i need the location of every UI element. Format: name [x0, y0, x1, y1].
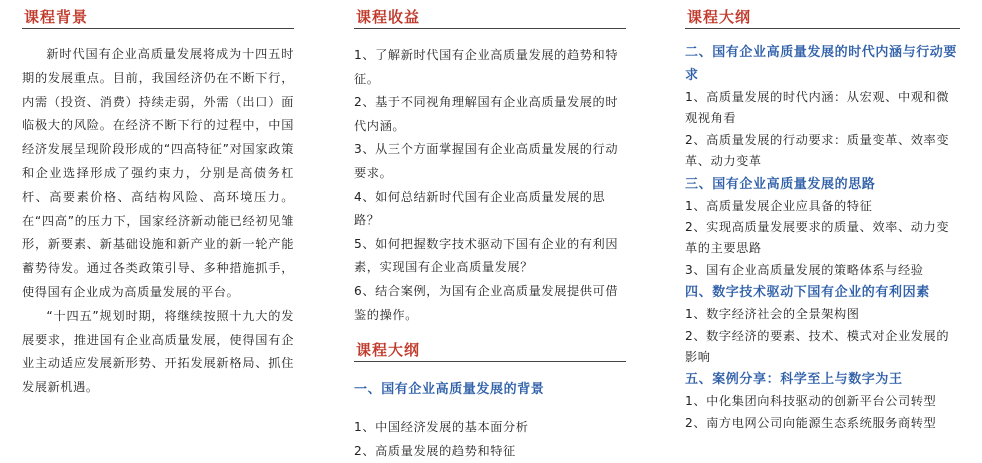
outline-column	[685, 0, 960, 434]
list-item: 1、了解新时代国有企业高质量发展的趋势和特征。	[354, 48, 619, 86]
gains-list	[354, 44, 626, 327]
outline-section-heading: 三、国有企业高质量发展的思路	[685, 176, 876, 192]
list-item: 2、数字经济的要素、技术、模式对企业发展的影响	[685, 328, 950, 365]
list-item: 1、中化集团向科技驱动的创新平台公司转型	[685, 394, 937, 409]
list-item: 4、如何总结新时代国有企业高质量发展的思路？	[354, 189, 606, 228]
list-item: 3、从三个方面掌握国有企业高质量发展的行动要求。	[354, 142, 619, 180]
list-item: 2、高质量发展的行动要求：质量变革、效率变革、动力变革	[685, 132, 950, 169]
list-item: 3、国有企业高质量发展的策略体系与经验	[685, 262, 924, 277]
list-item: 1、高质量发展的时代内涵：从宏观、中观和微观视角看	[685, 90, 950, 126]
outline-section-list	[354, 416, 626, 463]
outline-title: 课程大纲	[685, 0, 960, 29]
background-paragraph-1: 新时代国有企业高质量发展将成为十四五时期的发展重点。目前，我国经济仍在不断下行，内需（投资、消费）持续走弱，外需（出口）面临极大的风险。在经济不断下行的过程中，中国经济发展呈现阶段形成的“四高特征”对国家政策和企业选择形成了强约束力，分别是高债务杠杆、高要素价格、高结构风险、高环境压力。在“四高”的压力下，国家经济新动能已经初见雏形，新要素、新基础设施和新产业的新一轮产能蓄势待发。通过各类政策引导、多种措施抓手，使得国有企业成为高质量发展的平台。	[22, 47, 294, 299]
outline-title: 课程大纲	[354, 333, 626, 362]
outline-section-list	[685, 196, 960, 282]
list-item: 6、结合案例，为国有企业高质量发展提供可借鉴的操作。	[354, 283, 619, 322]
background-title: 课程背景	[22, 0, 294, 29]
list-item: 5、如何把握数字技术驱动下国有企业的有利因素，实现国有企业高质量发展？	[354, 236, 619, 275]
outline-section-heading: 二、国有企业高质量发展的时代内涵与行动要求	[685, 45, 958, 83]
list-item: 1、数字经济社会的全景架构图	[685, 307, 860, 322]
outline-section-list	[685, 87, 960, 173]
list-item: 2、高质量发展的趋势和特征	[354, 443, 516, 458]
outline-section-heading: 五、案例分享：科学至上与数字为王	[685, 372, 903, 388]
list-item: 2、基于不同视角理解国有企业高质量发展的时代内涵。	[354, 95, 619, 133]
list-item: 1、中国经济发展的基本面分析	[354, 420, 529, 435]
list-item: 2、南方电网公司向能源生态系统服务商转型	[685, 415, 937, 430]
gains-column	[354, 0, 626, 463]
list-item: 2、实现高质量发展要求的质量、效率、动力变革的主要思路	[685, 220, 950, 256]
list-item: 1、高质量发展企业应具备的特征	[685, 198, 873, 213]
outline-section-list	[685, 304, 960, 368]
outline-section-list	[685, 391, 960, 434]
background-paragraph-2: “十四五”规划时期，将继续按照十九大的发展要求，推进国有企业高质量发展，使得国有企业主动适应发展新形势、开拓发展新格局、抓住发展新机遇。	[22, 308, 294, 395]
background-column	[22, 0, 294, 400]
gains-title: 课程收益	[354, 0, 626, 29]
outline-section-heading: 一、国有企业高质量发展的背景	[354, 382, 545, 398]
outline-section-heading: 四、数字技术驱动下国有企业的有利因素	[685, 285, 930, 301]
